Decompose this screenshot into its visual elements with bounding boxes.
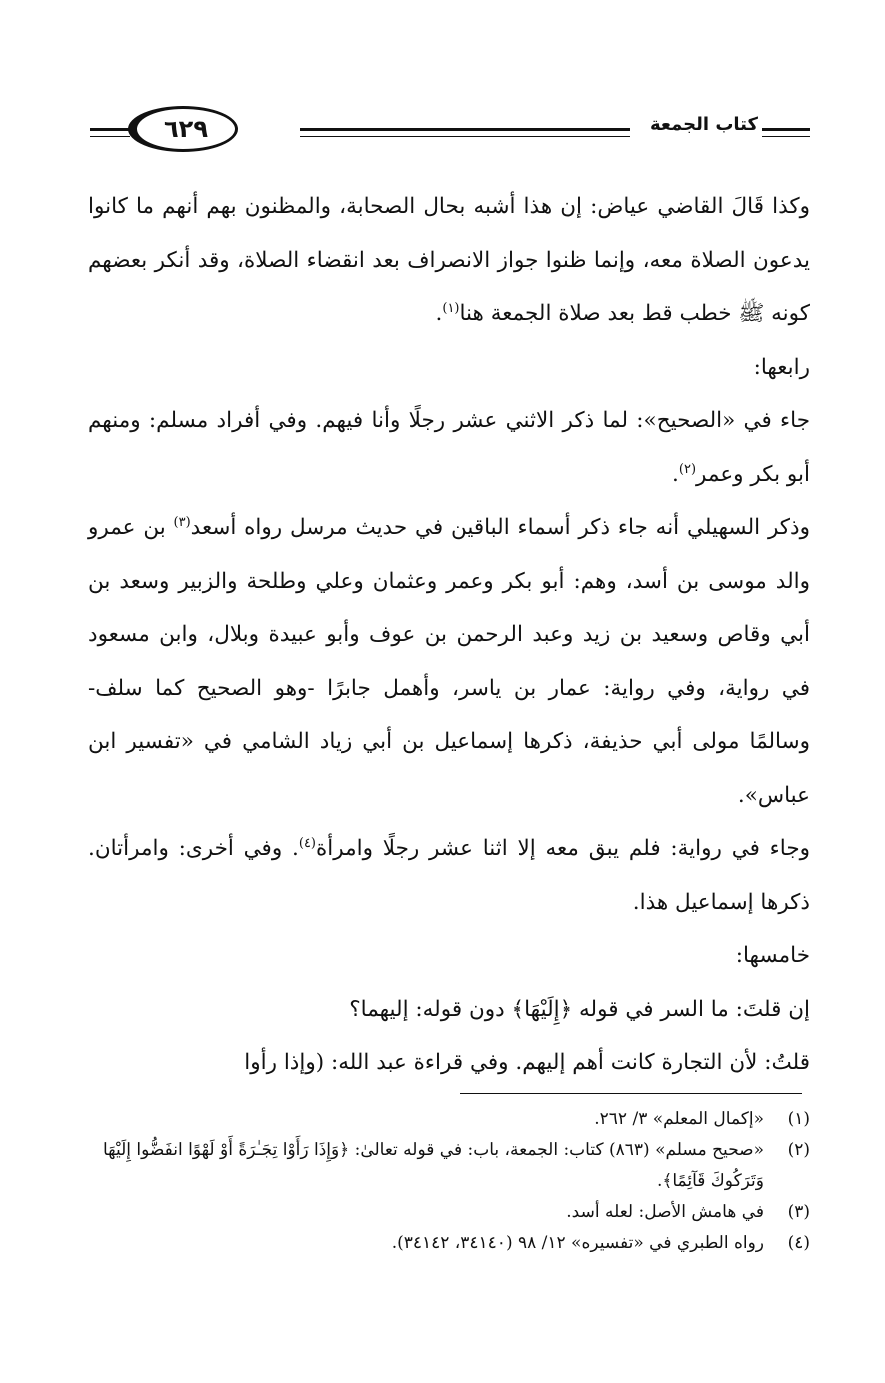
paragraph xyxy=(88,180,810,341)
section-heading: خامسها: xyxy=(735,943,810,968)
footnotes xyxy=(88,1104,810,1259)
footnote xyxy=(88,1104,810,1135)
paragraph xyxy=(88,394,810,501)
page-number: ٦٢٩ xyxy=(128,106,238,152)
header-rule xyxy=(90,128,130,131)
footnote-ref: (١) xyxy=(442,300,460,316)
paragraph-text: بن عمرو والد موسى بن أسد، وهم: أبو بكر وعمر وعثمان وعلي وطلحة والزبير وسعد بن أبي وقاص وسعيد بن زيد وعبد الرحمن بن عوف وأبو عبيدة وبلال، وابن مسعود في رواية، وفي رواية: عمار بن ياسر، وأهمل جابرًا -وهو الصحيح كما سلف- وسالمًا مولى أبي حذيفة، ذكرها إسماعيل بن أبي زياد الشامي في «تفسير ابن عباس». xyxy=(88,515,810,808)
footnote-text: رواه الطبري في «تفسيره» ١٢/ ٩٨ (٣٤١٤٠، ٣٤١٤٢). xyxy=(391,1233,764,1253)
footnote-number: (٣) xyxy=(787,1202,810,1222)
footnote-text: في هامش الأصل: لعله أسد. xyxy=(566,1202,764,1222)
page-header xyxy=(90,106,810,166)
header-rule xyxy=(300,128,630,131)
footnote-number: (٢) xyxy=(787,1140,810,1160)
paragraph-text: . وفي أخرى: وامرأتان. ذكرها إسماعيل هذا. xyxy=(88,836,810,915)
paragraph: إن قلتَ: ما السر في قوله ﴿إِلَيْهَا﴾ دون قوله: إليهما؟ xyxy=(349,996,810,1022)
footnote-ref: (٢) xyxy=(678,461,697,477)
main-text xyxy=(88,180,810,1090)
paragraph-text: وكذا قَالَ القاضي عياض: إن هذا أشبه بحال الصحابة، والمظنون بهم أنهم ما كانوا يدعون الصلاة معه، وإنما ظنوا جواز الانصراف بعد انقضاء الصلاة، وقد أنكر بعضهم كونه ﷺ خطب قط بعد صلاة الجمعة هنا xyxy=(88,194,810,326)
paragraph-text: وجاء في رواية: فلم يبق معه إلا اثنا عشر رجلًا وامرأة xyxy=(316,836,811,861)
footnote-text: «صحيح مسلم» (٨٦٣) كتاب: الجمعة، باب: في قوله تعالىٰ: ﴿وَإِذَا رَأَوْا تِجَـٰرَةً أَوْ لَهْوًا انفَضُّوا إِلَيْهَا وَتَرَكُوكَ قَآئِمًا﴾. xyxy=(102,1140,764,1191)
footnote-number: (٤) xyxy=(787,1233,810,1253)
footnote-number: (١) xyxy=(787,1109,810,1129)
header-rule xyxy=(762,136,810,137)
footnote-separator xyxy=(460,1093,802,1094)
paragraph-end: . xyxy=(672,461,679,487)
header-rule xyxy=(762,128,810,131)
chapter-title: كتاب الجمعة xyxy=(650,114,758,135)
header-rule xyxy=(300,136,630,137)
paragraph: قلتُ: لأن التجارة كانت أهم إليهم. وفي قراءة عبد الله: (وإذا رأوا xyxy=(244,1050,810,1075)
footnote xyxy=(88,1197,810,1228)
paragraph-end: . xyxy=(435,301,443,326)
footnote-ref: (٣) xyxy=(173,514,191,530)
section-heading: رابعها: xyxy=(753,354,810,380)
paragraph-text: جاء في «الصحيح»: لما ذكر الاثني عشر رجلًا وأنا فيهم. وفي أفراد مسلم: ومنهم أبو بكر وعمر xyxy=(88,408,810,487)
paragraph-text: وذكر السهيلي أنه جاء ذكر أسماء الباقين في حديث مرسل رواه أسعد xyxy=(190,515,810,540)
paragraph xyxy=(88,822,810,929)
paragraph xyxy=(88,501,810,822)
footnote-text: «إكمال المعلم» ٣/ ٢٦٢. xyxy=(594,1109,764,1129)
footnote xyxy=(88,1228,810,1259)
header-rule xyxy=(90,136,130,137)
footnote-ref: (٤) xyxy=(298,835,316,851)
footnote xyxy=(88,1135,810,1197)
